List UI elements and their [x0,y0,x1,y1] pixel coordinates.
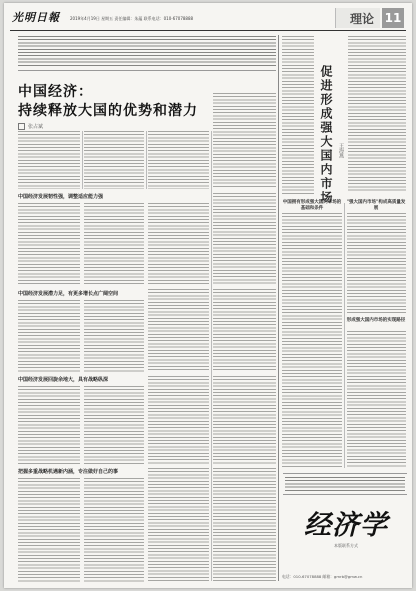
column-rule [211,131,212,581]
main-byline [18,123,43,130]
column-note-label: 本版联系方式 [334,543,358,548]
side-subhead-2: "强大国内市场"构成高质量发展 [346,200,406,211]
main-article-subtitle: 持续释放大国的优势和潜力 [18,103,198,119]
note-rule [18,70,276,71]
main-article-title: 中国经济： [18,84,93,100]
side-subhead-3: 形成强大国内市场的实现路径 [346,318,406,323]
dateline: 2019年4月19日 星期五 责任编辑：朱蕴 联系电话：010-67078888 [70,16,194,21]
body-text [148,289,209,372]
column-rule [344,203,345,468]
main-subhead-1: 中国经济发展韧性强，调整适应能力强 [18,194,104,200]
body-text [84,478,144,583]
body-text [84,131,144,189]
page-number: 11 [382,8,404,28]
body-text [213,376,276,464]
body-text [213,93,276,189]
column-rule [82,131,83,189]
column-note-text [285,477,405,491]
body-text [84,386,144,464]
side-article-title: 促进形成强大国内市场 [319,65,333,205]
body-text [18,131,80,189]
column-rule [146,131,147,189]
body-text [282,36,314,196]
body-text [282,213,342,468]
body-text [18,478,80,583]
body-text [148,376,209,464]
body-text [213,468,276,583]
page-header [10,8,406,30]
body-text [148,131,209,189]
newspaper-page [4,3,412,588]
column-note-box [283,473,407,495]
body-text [347,213,406,313]
editor-note-text [18,36,276,66]
body-text [148,203,209,285]
side-subhead-1: 中国拥有形成强大国内市场的基础和条件 [282,200,342,211]
body-text [18,386,80,464]
main-subhead-3: 中国经济发展回旋余地大，具有战略纵深 [18,377,109,383]
main-byline-text: 张占斌 [28,124,44,130]
body-text [84,203,144,285]
body-text [213,289,276,372]
body-text [213,193,276,285]
contact-line: 电话：010-67078888 邮箱：gmrb@gmw.cn [282,574,363,579]
body-text [148,468,209,583]
side-article-byline: 王海燕 [338,143,344,158]
main-subhead-2: 中国经济发展潜力足，有更多增长点广阔空间 [18,291,119,297]
body-text [18,203,80,285]
main-subhead-4: 把握多重战略机遇新内涵，专注做好自己的事 [18,469,119,475]
body-text [84,300,144,372]
section-divider [278,35,279,581]
body-text [348,36,406,191]
section-name: 理论 [349,12,374,26]
body-text [18,300,80,372]
body-text [347,331,406,468]
header-rule [10,30,406,31]
byline-marker-icon [18,123,25,130]
column-calligraphy-logo: 经济学 [304,510,388,541]
newspaper-logo: 光明日報 [12,11,60,24]
